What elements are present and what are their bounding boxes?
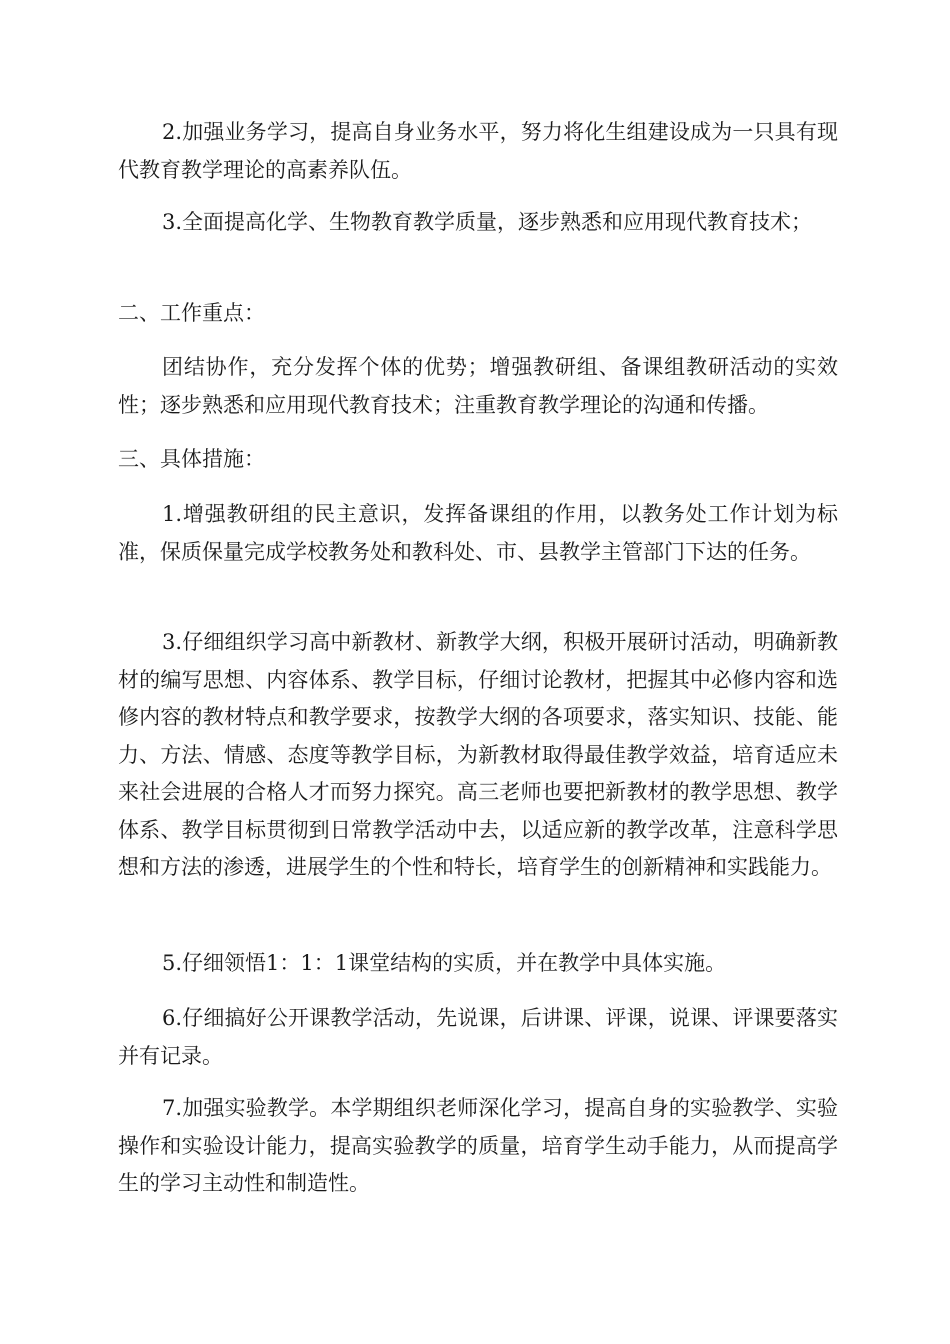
paragraph-work-focus: 团结协作，充分发挥个体的优势；增强教研组、备课组教研活动的实效性；逐步熟悉和应用现代教育技术；注重教育教学理论的沟通和传播。 [118,355,838,417]
paragraph-goal-3: 3.全面提高化学、生物教育教学质量，逐步熟悉和应用现代教育技术； [162,210,813,234]
paragraph-measure-7: 7.加强实验教学。本学期组织老师深化学习，提高自身的实验教学、实验操作和实验设计能力，提高实验教学的质量，培育学生动手能力，从而提高学生的学习主动性和制造性。 [118,1096,838,1195]
paragraph-measure-3: 3.仔细组织学习高中新教材、新教学大纲，积极开展研讨活动，明确新教材的编写思想、内容体系、教学目标，仔细讨论教材，把握其中必修内容和选修内容的教材特点和教学要求，按教学大纲的各项要求，落实知识、技能、能力、方法、情感、态度等教学目标，为新教材取得最佳教学效益，培育适应未来社会进展的合格人才而努力探究。高三老师也要把新教材的教学思想、教学体系、教学目标贯彻到日常教学活动中去，以适应新的教学改革，注意科学思想和方法的渗透，进展学生的个性和特长，培育学生的创新精神和实践能力。 [118,630,838,879]
heading-specific-measures: 三、具体措施： [118,447,265,471]
heading-work-focus: 二、工作重点： [118,301,265,325]
paragraph-measure-1: 1.增强教研组的民主意识，发挥备课组的作用，以教务处工作计划为标准，保质保量完成学校教务处和教科处、市、县教学主管部门下达的任务。 [118,502,838,564]
paragraph-goal-2: 2.加强业务学习，提高自身业务水平，努力将化生组建设成为一只具有现代教育教学理论的高素养队伍。 [118,120,838,182]
paragraph-measure-6: 6.仔细搞好公开课教学活动，先说课，后讲课、评课，说课、评课要落实并有记录。 [118,1006,838,1068]
paragraph-measure-5: 5.仔细领悟1：1：1课堂结构的实质，并在教学中具体实施。 [162,951,727,975]
